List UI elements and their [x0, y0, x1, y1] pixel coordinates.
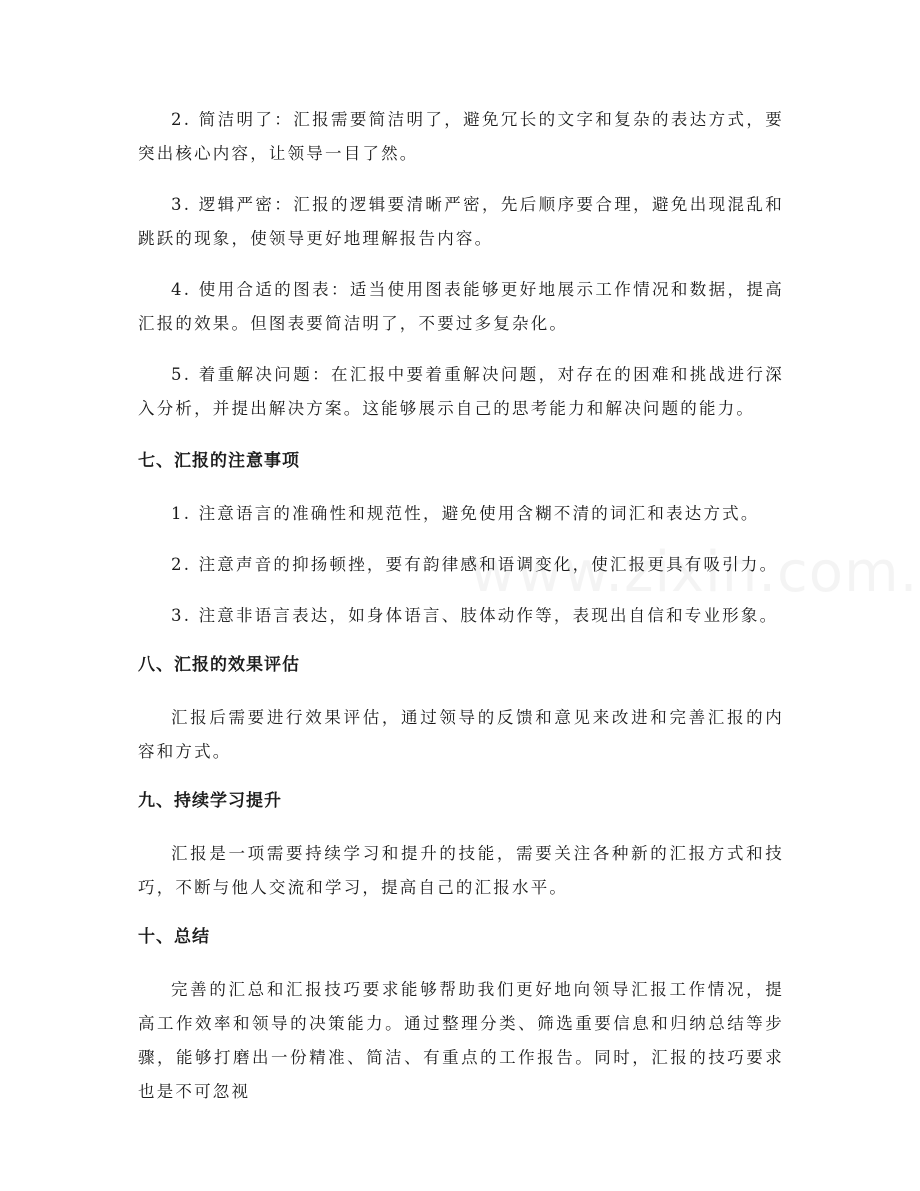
- list-item: 2. 注意声音的抑扬顿挫，要有韵律感和语调变化，使汇报更具有吸引力。: [171, 555, 779, 574]
- paragraph-item-4: 4. 使用合适的图表：适当使用图表能够更好地展示工作情况和数据，提高汇报的效果。但图表要简洁明了，不要过多复杂化。: [138, 280, 784, 333]
- section-heading-9: 九、持续学习提升: [138, 791, 282, 811]
- paragraph-item-3: 3. 逻辑严密：汇报的逻辑要清晰严密，先后顺序要合理，避免出现混乱和跳跃的现象，使领导更好地理解报告内容。: [138, 195, 784, 248]
- section-heading-7: 七、汇报的注意事项: [138, 451, 300, 471]
- section-body-10: 完善的汇总和汇报技巧要求能够帮助我们更好地向领导汇报工作情况，提高工作效率和领导的决策能力。通过整理分类、筛选重要信息和归纳总结等步骤，能够打磨出一份精准、简洁、有重点的工作报告。同时，汇报的技巧要求也是不可忽视: [138, 980, 784, 1101]
- list-item: 1. 注意语言的准确性和规范性，避免使用含糊不清的词汇和表达方式。: [171, 504, 760, 523]
- paragraph-item-2: 2. 简洁明了：汇报需要简洁明了，避免冗长的文字和复杂的表达方式，要突出核心内容，让领导一目了然。: [138, 110, 784, 163]
- list-item: 3. 注意非语言表达，如身体语言、肢体动作等，表现出自信和专业形象。: [171, 606, 779, 625]
- section-heading-8: 八、汇报的效果评估: [138, 655, 300, 675]
- section-body-8: 汇报后需要进行效果评估，通过领导的反馈和意见来改进和完善汇报的内容和方式。: [138, 708, 784, 761]
- section-body-9: 汇报是一项需要持续学习和提升的技能，需要关注各种新的汇报方式和技巧，不断与他人交流和学习，提高自己的汇报水平。: [138, 844, 784, 897]
- paragraph-item-5: 5. 着重解决问题：在汇报中要着重解决问题，对存在的困难和挑战进行深入分析，并提出解决方案。这能够展示自己的思考能力和解决问题的能力。: [138, 365, 784, 418]
- section-heading-10: 十、总结: [138, 927, 210, 947]
